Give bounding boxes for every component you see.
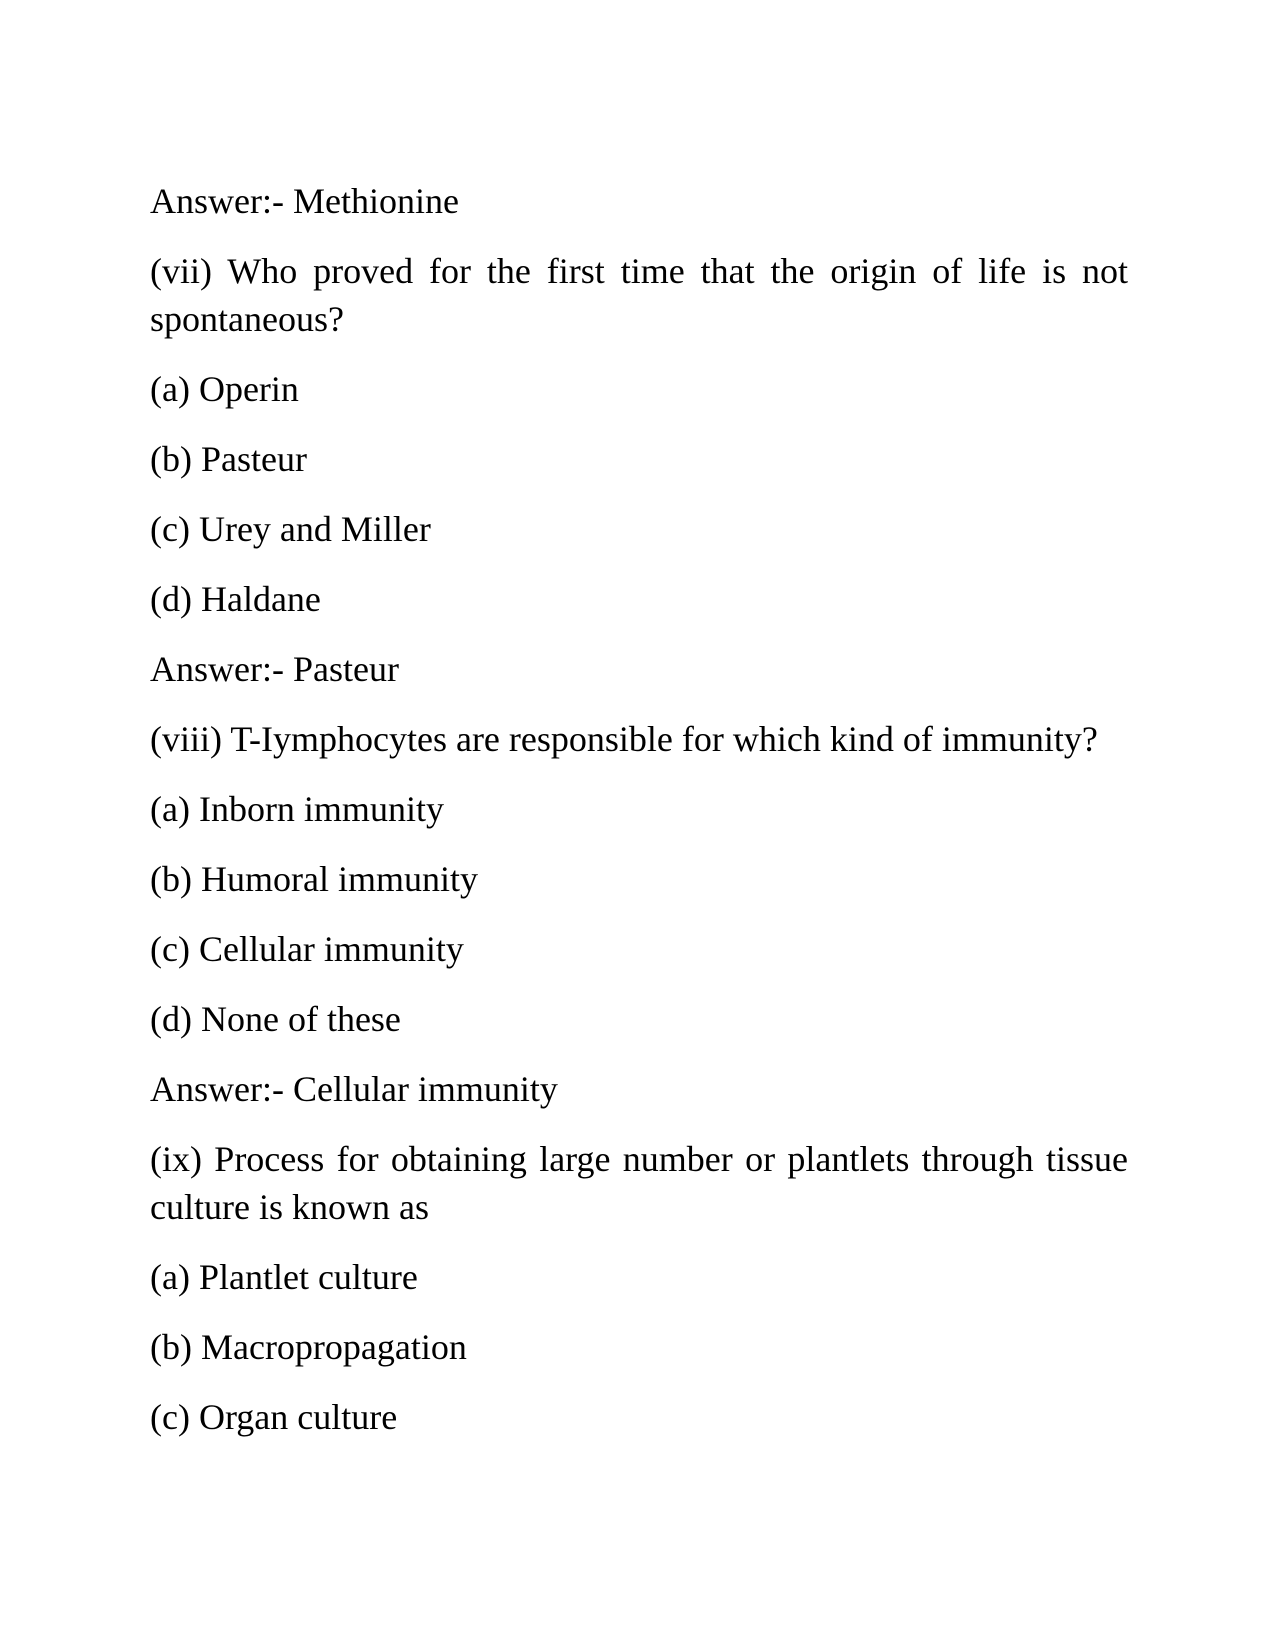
answer-line: Answer:- Cellular immunity <box>150 1069 558 1109</box>
question-text: (ix) Process for obtaining large number or plantlets through tissue culture is known as <box>150 1139 1128 1227</box>
answer-line: Answer:- Pasteur <box>150 649 399 689</box>
option-line: (a) Operin <box>150 369 299 409</box>
option-line: (b) Pasteur <box>150 439 307 479</box>
answer-line: Answer:- Methionine <box>150 181 459 221</box>
option-line: (a) Plantlet culture <box>150 1257 418 1297</box>
page-content <box>150 177 1128 1463</box>
option-line: (b) Humoral immunity <box>150 859 478 899</box>
question-text: (viii) T-Iymphocytes are responsible for which kind of immunity? <box>150 719 1098 759</box>
question-text: (vii) Who proved for the first time that the origin of life is not spontaneous? <box>150 251 1128 339</box>
option-line: (b) Macropropagation <box>150 1327 467 1367</box>
option-line: (c) Organ culture <box>150 1397 398 1437</box>
option-line: (d) None of these <box>150 999 401 1039</box>
option-line: (c) Urey and Miller <box>150 509 431 549</box>
option-line: (d) Haldane <box>150 579 321 619</box>
option-line: (c) Cellular immunity <box>150 929 464 969</box>
option-line: (a) Inborn immunity <box>150 789 444 829</box>
